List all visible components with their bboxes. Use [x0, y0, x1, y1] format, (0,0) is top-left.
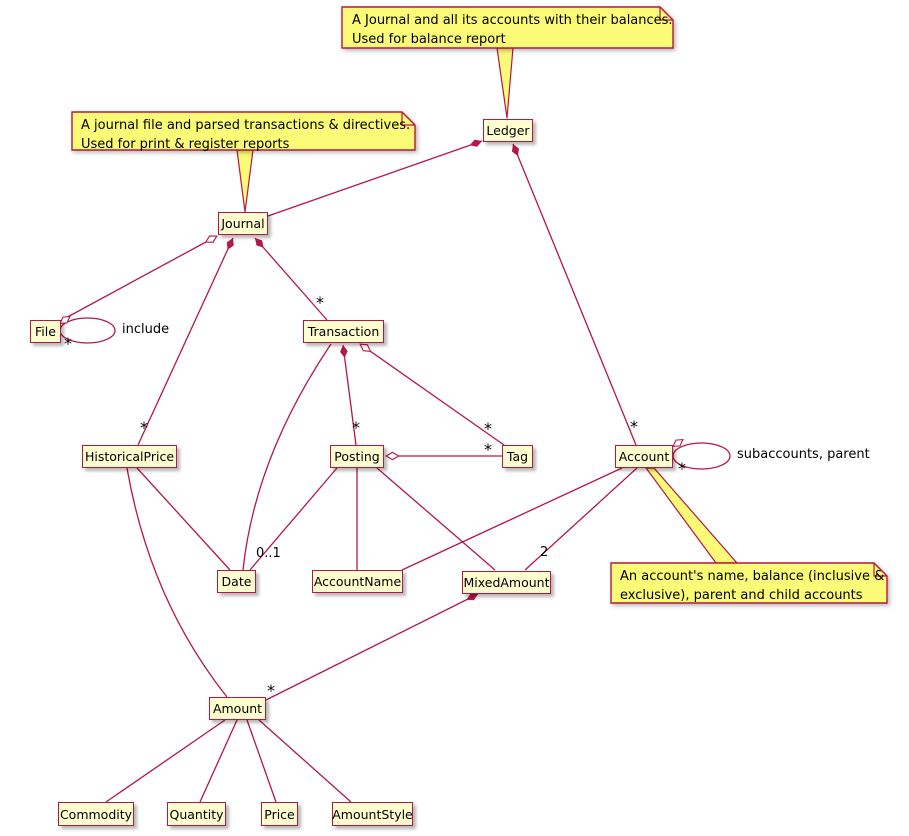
note-ledger-pointer — [497, 48, 513, 118]
node-amount-style-label: AmountStyle — [332, 806, 413, 822]
node-account-name — [312, 570, 403, 593]
node-file-label: File — [35, 324, 56, 339]
node-date-label: Date — [221, 574, 252, 589]
node-commodity-label: Commodity — [59, 806, 133, 822]
node-quantity-label: Quantity — [169, 806, 224, 822]
edge-account-accountname — [402, 468, 622, 570]
node-ledger-label: Ledger — [486, 123, 530, 138]
node-historical-price — [82, 445, 177, 468]
node-quantity — [167, 802, 226, 826]
node-posting-label: Posting — [334, 449, 380, 464]
note-account-line1: An account's name, balance (inclusive & — [620, 569, 885, 584]
node-file — [30, 320, 61, 343]
edge-amount-amountstyle — [259, 720, 351, 802]
node-transaction-label: Transaction — [307, 324, 380, 339]
multiplicity-posting-date: 0..1 — [256, 546, 281, 561]
node-historical-price-label: HistoricalPrice — [84, 449, 175, 464]
note-ledger-line1: A Journal and all its accounts with their balances. — [352, 13, 673, 28]
node-journal-label: Journal — [221, 216, 265, 231]
node-amount-label: Amount — [212, 701, 263, 716]
note-journal-line1: A journal file and parsed transactions & directives. — [81, 118, 411, 133]
multiplicity-account-mixedamount: 2 — [540, 545, 549, 560]
node-tag-label: Tag — [506, 449, 529, 464]
multiplicity-journal-transaction: * — [316, 293, 324, 312]
file-self-loop-diamond — [60, 317, 70, 324]
edge-journal-file — [62, 236, 217, 320]
edge-historicalprice-date — [137, 468, 230, 570]
multiplicity-file-self: * — [64, 334, 72, 353]
multiplicity-transaction-posting: * — [352, 418, 360, 437]
multiplicity-mixedamount-amount: * — [267, 681, 275, 700]
multiplicity-ledger-account: * — [630, 417, 638, 436]
multiplicity-account-self: * — [678, 459, 686, 478]
node-mixed-amount-label: MixedAmount — [463, 575, 550, 590]
edge-journal-historicalprice — [138, 238, 233, 445]
note-account-line2: exclusive), parent and child accounts — [620, 588, 863, 603]
edge-amount-commodity — [106, 720, 225, 802]
node-price — [261, 802, 298, 826]
node-price-label: Price — [264, 806, 295, 822]
multiplicity-transaction-tag: * — [484, 419, 492, 438]
account-self-loop-diamond — [673, 440, 683, 447]
multiplicity-posting-tag: * — [484, 440, 492, 459]
note-journal-pointer — [237, 150, 253, 212]
note-ledger-text — [352, 11, 673, 49]
note-journal-text — [81, 116, 410, 154]
node-amount-style — [332, 802, 413, 826]
node-account-label: Account — [618, 449, 670, 464]
edge-transaction-tag — [360, 344, 504, 445]
node-account — [615, 445, 673, 468]
node-date — [217, 570, 256, 593]
note-ledger-line2: Used for balance report — [352, 32, 506, 47]
node-mixed-amount — [462, 571, 551, 594]
note-account-pointer — [646, 468, 737, 563]
edge-historicalprice-amount — [127, 468, 227, 697]
node-ledger — [483, 119, 533, 142]
edge-amount-price — [247, 720, 276, 802]
edge-ledger-account — [513, 144, 636, 445]
edge-transaction-date — [243, 344, 331, 570]
node-account-name-label: AccountName — [313, 574, 402, 589]
edge-amount-quantity — [200, 720, 237, 802]
node-posting — [330, 445, 384, 468]
node-transaction — [303, 320, 384, 343]
edge-mixedamount-amount — [266, 594, 478, 700]
multiplicity-journal-historicalprice: * — [140, 418, 148, 437]
node-journal — [218, 212, 268, 235]
note-journal-line2: Used for print & register reports — [81, 137, 290, 152]
node-commodity — [58, 802, 134, 826]
node-tag — [502, 445, 533, 468]
edge-label-include: include — [122, 322, 170, 337]
edge-label-subaccounts-parent: subaccounts, parent — [737, 447, 870, 462]
node-amount — [209, 697, 266, 720]
note-account-text — [620, 567, 884, 605]
